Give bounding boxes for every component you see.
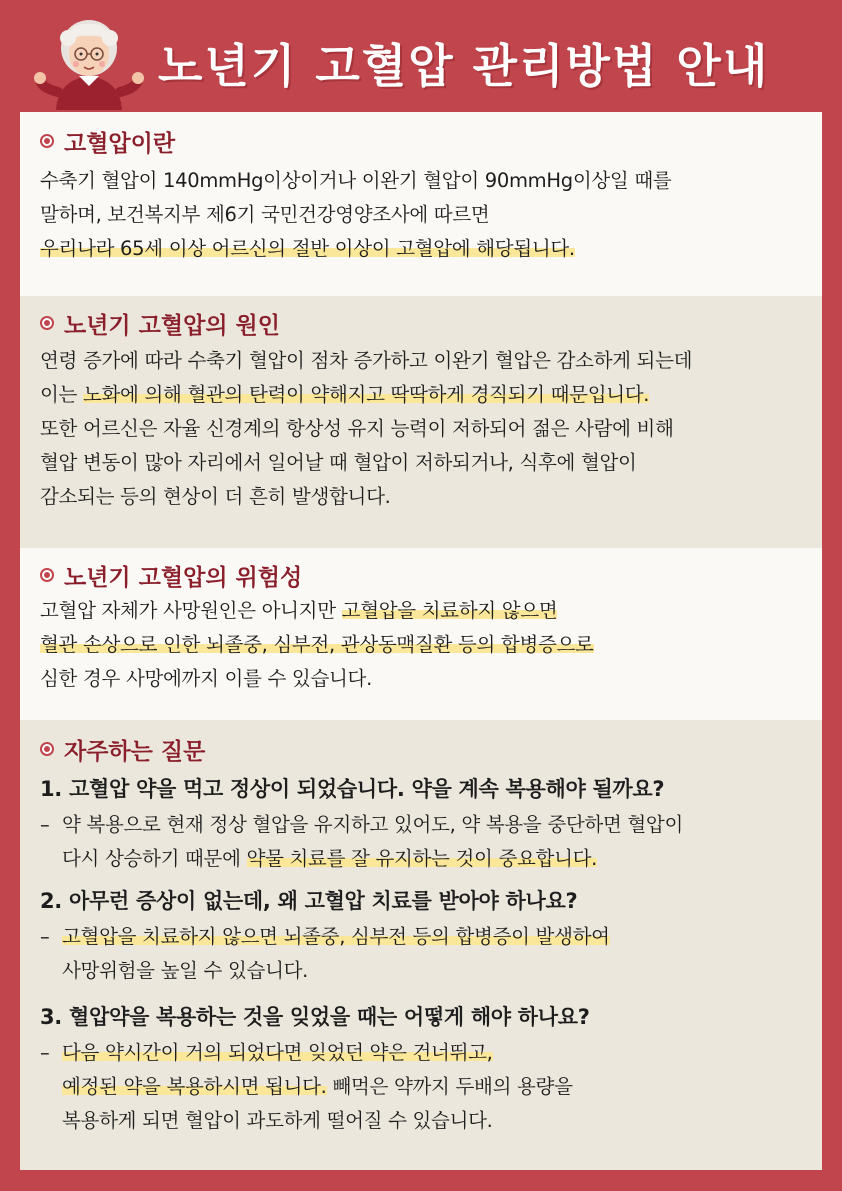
text-line: 감소되는 등의 현상이 더 흔히 발생합니다. (40, 485, 391, 508)
page-title: 노년기 고혈압 관리방법 안내 (158, 39, 770, 93)
text-line: 심한 경우 사망에까지 이를 수 있습니다. (40, 667, 372, 690)
faq-answer-line: 예정된 약을 복용하시면 됩니다. 빼먹은 약까지 두배의 용량을 (62, 1075, 573, 1098)
dash-icon: – (40, 925, 50, 948)
section-risks (20, 548, 822, 720)
highlighted-text: 혈관 손상으로 인한 뇌졸중, 심부전, 관상동맥질환 등의 합병증으로 (40, 633, 594, 656)
faq-answer-line: 다시 상승하기 때문에 약물 치료를 잘 유지하는 것이 중요합니다. (62, 847, 598, 870)
section-title: 자주하는 질문 (40, 734, 808, 764)
faq-answer-line: 사망위험을 높일 수 있습니다. (62, 959, 309, 982)
text-line: 혈압 변동이 많아 자리에서 일어날 때 혈압이 저하되거나, 식후에 혈압이 (40, 451, 637, 474)
section-faq (20, 720, 822, 1170)
text-line (40, 232, 808, 266)
section-title: 노년기 고혈압의 원인 (40, 308, 808, 338)
text-line: 또한 어르신은 자율 신경계의 항상성 유지 능력이 저하되어 젊은 사람에 비해 (40, 417, 674, 440)
section-causes (20, 296, 822, 548)
elderly-person-icon (34, 14, 144, 110)
faq-question: 1. 고혈압 약을 먹고 정상이 되었습니다. 약을 계속 복용해야 될까요? (40, 777, 665, 801)
highlighted-text: 약물 치료를 잘 유지하는 것이 중요합니다. (246, 847, 598, 870)
bullet-icon (40, 742, 54, 756)
bullet-icon (40, 134, 54, 148)
dash-icon: – (40, 813, 50, 836)
faq-answer-line (40, 1036, 808, 1070)
text-line: 이는 노화에 의해 혈관의 탄력이 약해지고 딱딱하게 경직되기 때문입니다. (40, 383, 650, 406)
dash-icon: – (40, 1041, 50, 1064)
text-line: 고혈압 자체가 사망원인은 아니지만 고혈압을 치료하지 않으면 (40, 599, 558, 622)
faq-question: 3. 혈압약을 복용하는 것을 잊었을 때는 어떻게 해야 하나요? (40, 1005, 590, 1029)
highlighted-text: 노화에 의해 혈관의 탄력이 약해지고 딱딱하게 경직되기 때문입니다. (82, 383, 650, 406)
highlighted-text: 예정된 약을 복용하시면 됩니다. (62, 1075, 327, 1098)
highlighted-text: 고혈압을 치료하지 않으면 (341, 599, 558, 622)
section-title: 노년기 고혈압의 위험성 (40, 560, 808, 590)
faq-answer-line: – 약 복용으로 현재 정상 혈압을 유지하고 있어도, 약 복용을 중단하면 혈압이 (40, 808, 808, 842)
text-line: 말하며, 보건복지부 제6기 국민건강영양조사에 따르면 (40, 203, 490, 226)
highlighted-text: 우리나라 65세 이상 어르신의 절반 이상이 고혈압에 해당됩니다. (40, 237, 575, 260)
faq-answer-line (40, 920, 808, 954)
faq-answer-line: 복용하게 되면 혈압이 과도하게 떨어질 수 있습니다. (62, 1109, 493, 1132)
text-line (40, 628, 808, 662)
section-definition (20, 112, 822, 296)
bullet-icon (40, 316, 54, 330)
bullet-icon (40, 568, 54, 582)
text-line: 수축기 혈압이 140mmHg이상이거나 이완기 혈압이 90mmHg이상일 때를 (40, 169, 672, 192)
text-line: 연령 증가에 따라 수축기 혈압이 점차 증가하고 이완기 혈압은 감소하게 되는데 (40, 349, 693, 372)
highlighted-text: 다음 약시간이 거의 되었다면 잊었던 약은 건너뛰고, (62, 1041, 493, 1064)
header (0, 0, 842, 112)
faq-question: 2. 아무런 증상이 없는데, 왜 고혈압 치료를 받아야 하나요? (40, 889, 578, 913)
highlighted-text: 고혈압을 치료하지 않으면 뇌졸중, 심부전 등의 합병증이 발생하여 (62, 925, 610, 948)
section-title: 고혈압이란 (40, 126, 808, 156)
